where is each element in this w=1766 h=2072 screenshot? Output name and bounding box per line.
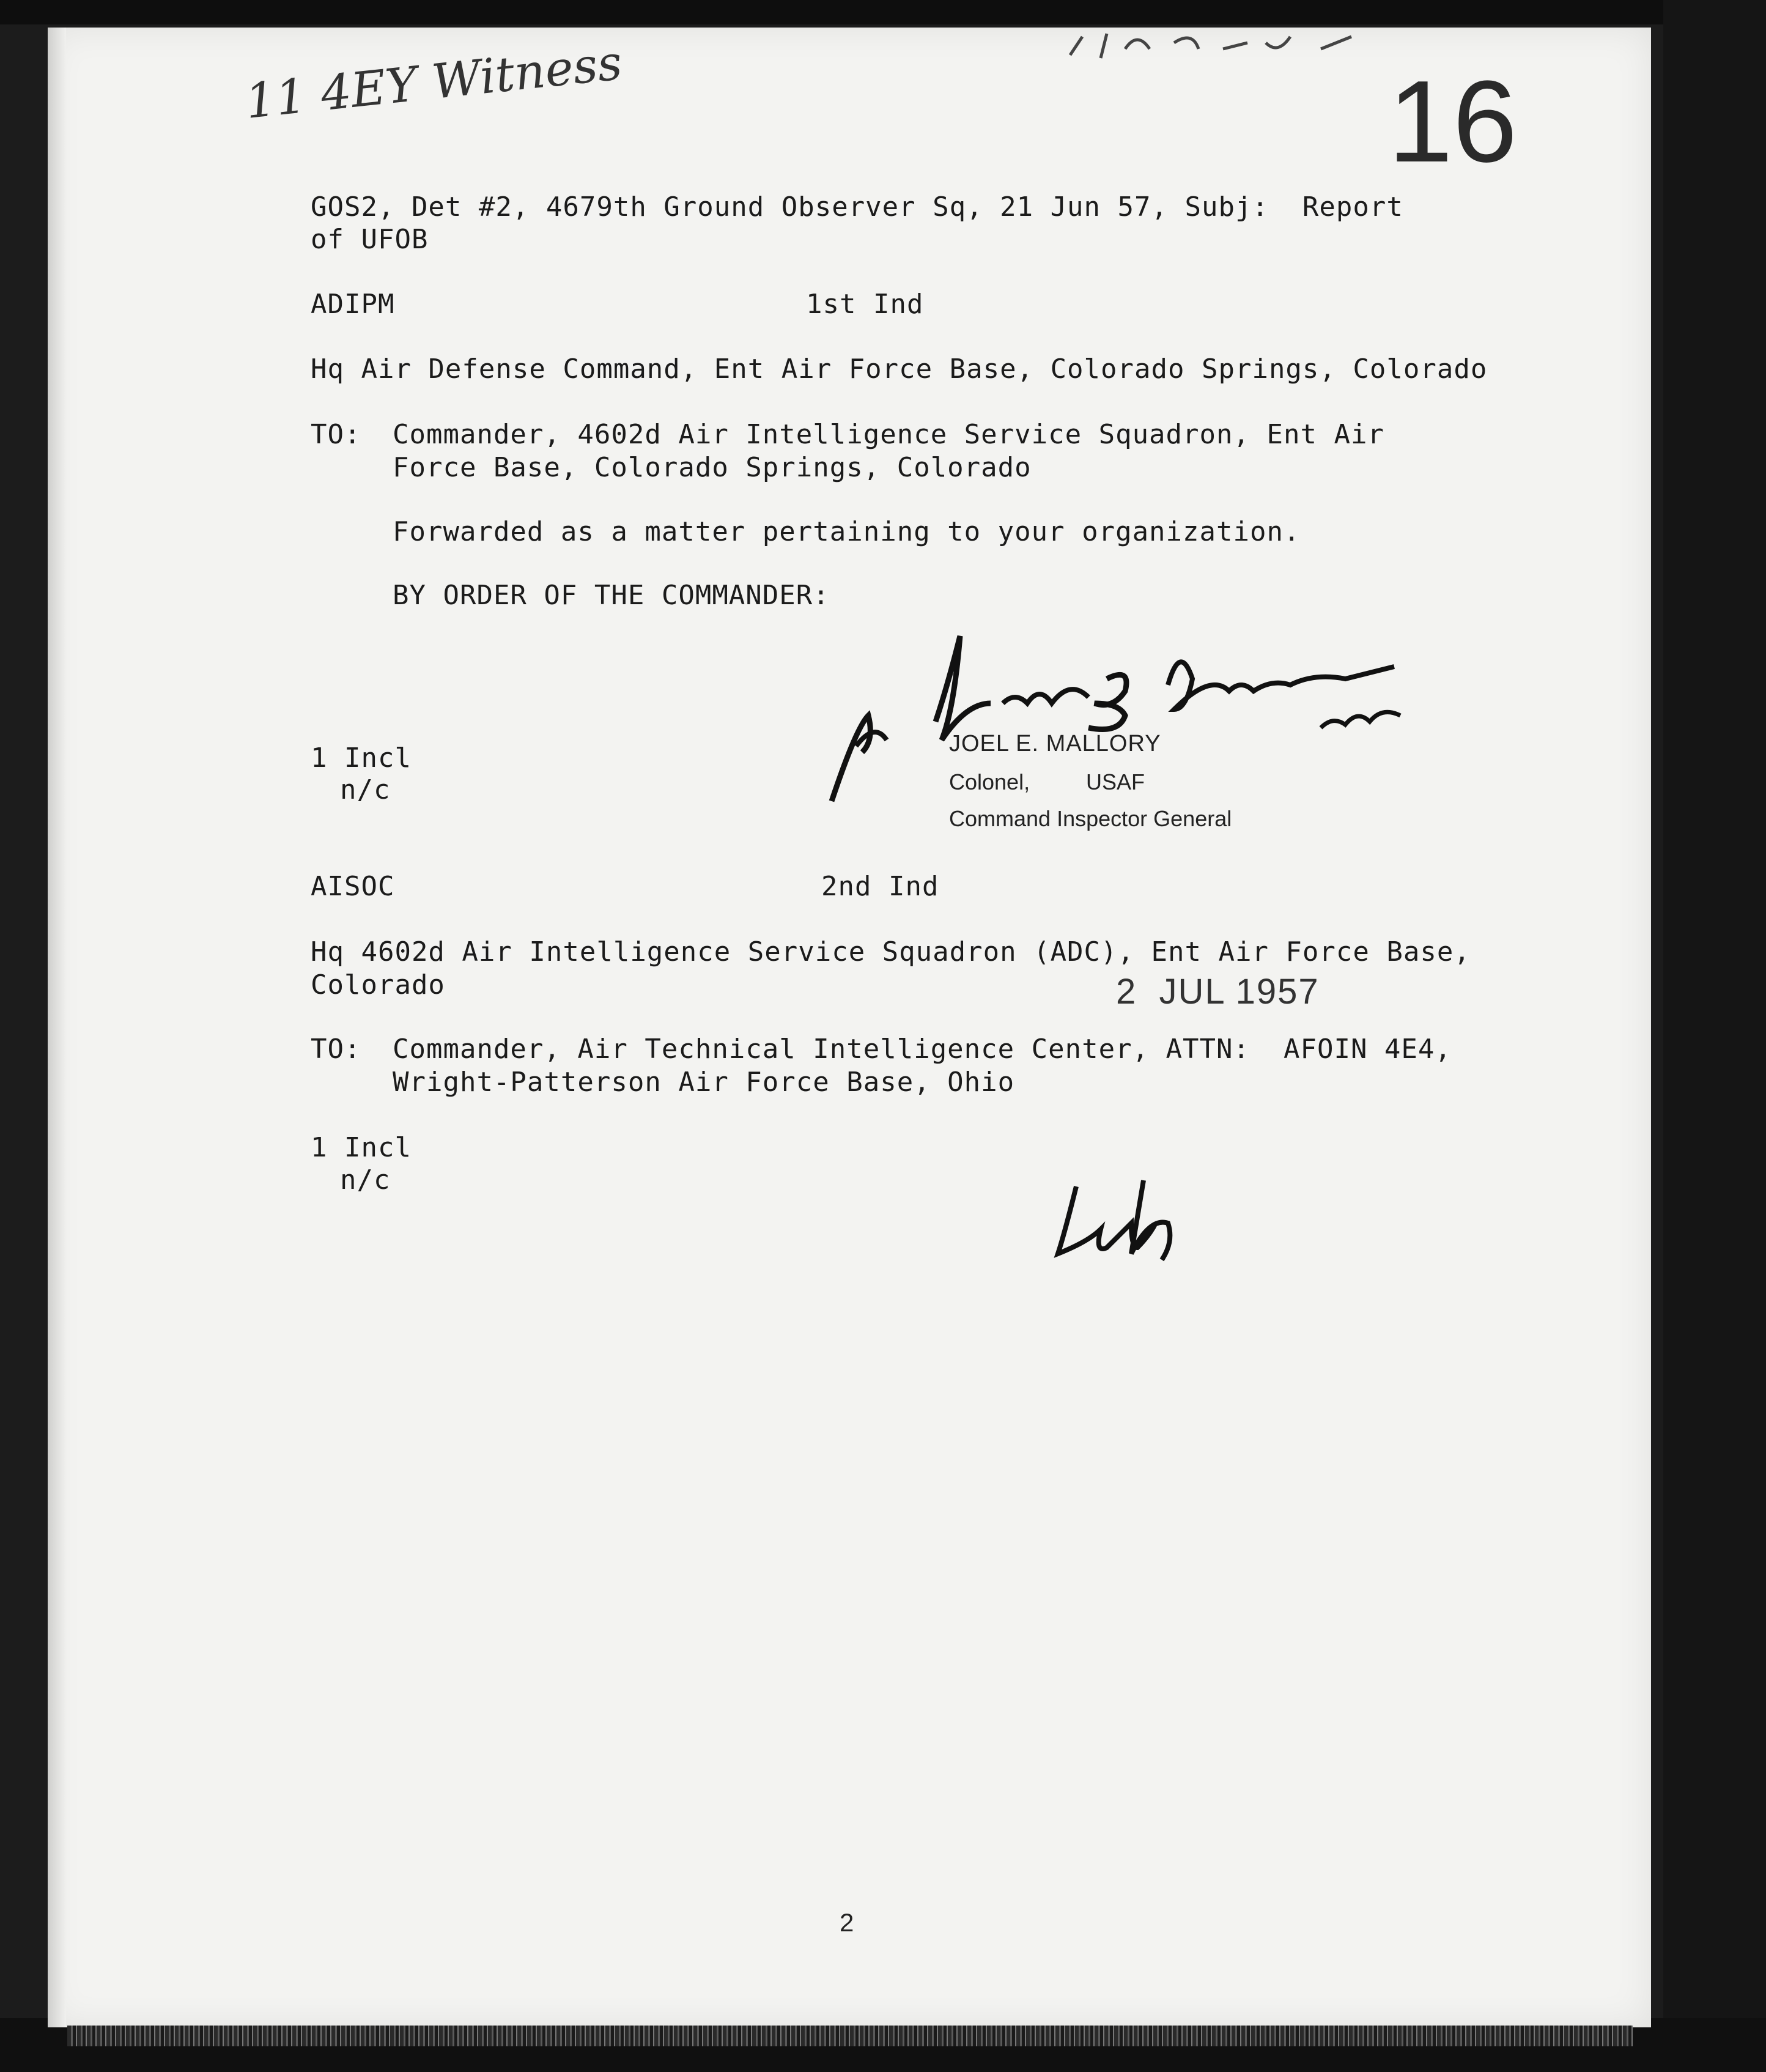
signature-block-name: JOEL E. MALLORY [949, 731, 1161, 757]
first-ind-body: Forwarded as a matter pertaining to your organization. [393, 516, 1301, 547]
first-ind-to-label: TO: [311, 419, 361, 450]
scan-frame-top [0, 0, 1766, 24]
first-ind-to-line-2: Force Base, Colorado Springs, Colorado [393, 452, 1032, 483]
first-ind-incl-line-1: 1 Incl [311, 742, 412, 774]
scan-noise-strip [67, 2026, 1633, 2046]
first-ind-to-line-1: Commander, 4602d Air Intelligence Service Squadron, Ent Air [393, 419, 1384, 450]
second-ind-incl-line-1: 1 Incl [311, 1132, 412, 1163]
by-order-line: BY ORDER OF THE COMMANDER: [393, 580, 830, 611]
signature-block-title: Command Inspector General [949, 806, 1232, 831]
first-ind-incl-line-2: n/c [340, 774, 391, 805]
second-ind-office-symbol: AISOC [311, 871, 395, 902]
second-ind-label: 2nd Ind [821, 871, 939, 902]
second-ind-to-label: TO: [311, 1034, 361, 1065]
signature-block-rank: Colonel, [949, 769, 1030, 794]
second-ind-from-line-1: Hq 4602d Air Intelligence Service Squadron (ADC), Ent Air Force Base, [311, 936, 1471, 968]
handwritten-initials [1052, 1174, 1199, 1260]
first-ind-from: Hq Air Defense Command, Ent Air Force Base, Colorado Springs, Colorado [311, 353, 1488, 385]
second-ind-to-line-1: Commander, Air Technical Intelligence Center, ATTN: AFOIN 4E4, [393, 1034, 1452, 1065]
date-stamp: 2 JUL 1957 [1116, 972, 1320, 1012]
signature-block-service: USAF [1086, 769, 1145, 794]
page-number: 2 [840, 1908, 854, 1937]
handwritten-scribble-top-right [1064, 24, 1382, 73]
page-edge-shadow [48, 28, 66, 2027]
handwritten-note-top-left: 11 4EY Witness [242, 35, 625, 130]
second-ind-from-line-2: Colorado [311, 969, 445, 1001]
first-ind-office-symbol: ADIPM [311, 289, 395, 320]
second-ind-to-line-2: Wright-Patterson Air Force Base, Ohio [393, 1067, 1015, 1098]
subject-line-2: of UFOB [311, 224, 429, 255]
subject-line-1: GOS2, Det #2, 4679th Ground Observer Sq, 21 Jun 57, Subj: Report [311, 191, 1403, 223]
document-page [48, 28, 1651, 2027]
handwritten-page-number: 16 [1388, 57, 1518, 187]
second-ind-incl-line-2: n/c [340, 1164, 391, 1196]
scan-frame-right [1663, 0, 1766, 2072]
handwritten-signature [819, 630, 1492, 813]
first-ind-label: 1st Ind [806, 289, 924, 320]
